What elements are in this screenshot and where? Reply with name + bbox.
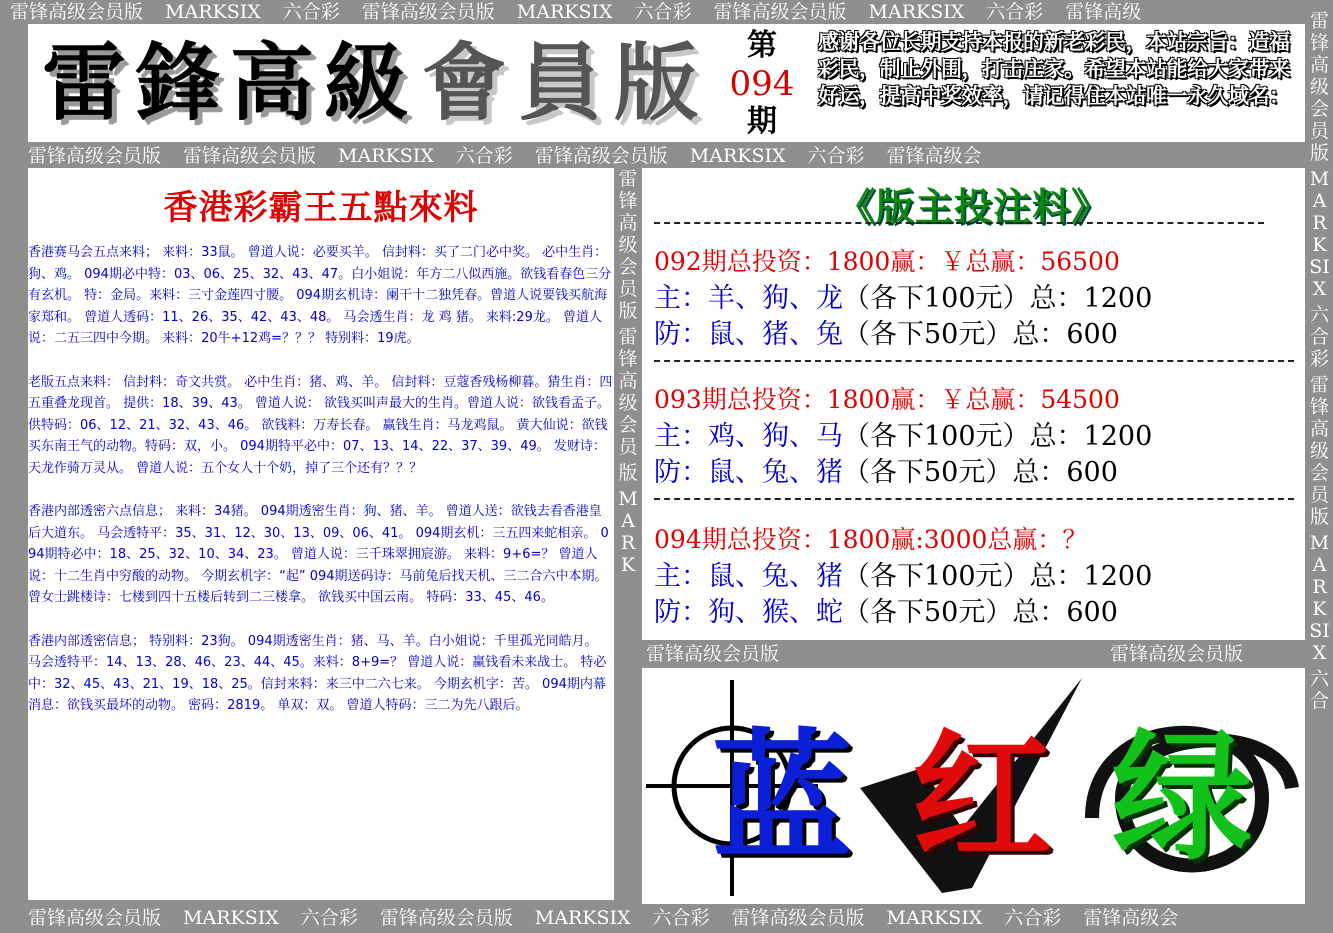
title-char: 鋒 <box>136 33 221 132</box>
title-char: 雷 <box>42 33 127 132</box>
issue-suffix: 期 <box>747 104 777 139</box>
logo-green-char: 绿 <box>1112 716 1253 880</box>
watermark-text: MARKSIX <box>165 1 261 23</box>
header-panel <box>28 24 1305 142</box>
bet-guard <box>654 312 1118 351</box>
bet-main-rest: （各下100元）总：1200 <box>843 283 1153 314</box>
left-panel <box>28 168 614 900</box>
watermark-text: 六合彩 <box>300 907 358 929</box>
watermark-text: 雷锋高级会 <box>1083 907 1179 929</box>
watermark-text: 雷锋高级会员版 <box>618 168 638 322</box>
divider <box>654 498 1294 500</box>
mid-watermark-strip <box>28 144 1305 168</box>
watermark-text: 雷锋高级会员版 <box>10 1 144 23</box>
watermark-text: 六合彩 <box>634 1 692 23</box>
bet-guard-label: 防：狗、猴、蛇 <box>654 597 843 628</box>
bet-head: 092期总投资：1800赢：￥总赢：56500 <box>654 247 1120 276</box>
bet-head: 093期总投资：1800赢：￥总赢：54500 <box>654 385 1120 414</box>
slogan: 感谢各位长期支持本报的新老彩民，本站宗旨：造福彩民，制止外围，打击庄家。希望本站能给大家带来好运，提高中奖效率，请记得住本站唯一永久域名： <box>818 29 1290 108</box>
watermark-text: 雷锋高级会员版 <box>183 145 317 167</box>
right-vertical-strip <box>1306 10 1333 910</box>
bet-main <box>654 554 1152 593</box>
watermark-text: 雷锋高级会员版 <box>28 145 162 167</box>
logo-top-strip-right: 雷锋高级会员版 <box>1110 643 1244 665</box>
article: 香港赛马会五点来料； 来料：33鼠。 曾道人说：必要买羊。 信封料：买了二门必中奖。 必中生肖：狗、鸡。 094期必中特：03、06、25、32、43、47。白小姐说：年方二八似西施。欲钱看春色三分有玄机。 特：金局。来料：三寸金莲四寸腰。 094期玄机诗：阑干十二独凭春。曾道人说要钱买航海家郑和。 曾道人透码：11、26、35、42、43、48。 马会透生肖：龙 鸡 猪。 来料:29龙。 曾道人说：二五三四中今期。 来料：20牛+12鸡=？？？ 特别料：19虎。 <box>28 245 612 346</box>
bet-panel-title: 《版主投注料》 <box>836 184 1110 229</box>
bet-main <box>654 414 1152 453</box>
watermark-text: MARKSIX <box>183 907 279 929</box>
watermark-text: 雷锋高级会员版 <box>534 145 668 167</box>
watermark-text: MARKSIX <box>886 907 983 929</box>
bet-guard <box>654 450 1118 489</box>
title-char: 會 <box>422 33 507 132</box>
watermark-text: 雷锋高级会员版 <box>713 1 847 23</box>
watermark-text: 六合 <box>1309 668 1329 712</box>
bet-main-label: 主：鼠、兔、猪 <box>654 561 843 592</box>
watermark-text: 雷锋高级会员版 <box>1309 374 1329 528</box>
watermark-text: MARK <box>618 488 638 576</box>
watermark-text: 版 <box>618 462 638 484</box>
watermark-text: 雷锋高级会员 <box>618 326 638 458</box>
title-char: 級 <box>324 33 409 132</box>
watermark-text: 六合彩 <box>1309 304 1329 370</box>
logo-blue-char: 蓝 <box>712 716 853 880</box>
logo-top-strip-left: 雷锋高级会员版 <box>646 643 780 665</box>
bet-main-rest: （各下100元）总：1200 <box>843 421 1153 452</box>
issue-number: 094 <box>729 64 795 104</box>
top-watermark-strip <box>0 0 1320 24</box>
watermark-text: 六合彩 <box>455 145 513 167</box>
article: 香港内部透密六点信息； 来料：34猪。 094期透密生肖：狗、猪、羊。 曾道人送：欲钱去看香港皇后大道东。 马会透特平：35、31、12、30、13、09、06、41。 094期玄机：三五四来蛇相亲。 094期特必中：18、25、32、10、34、23。 曾道人说：三千珠翠拥宸游。 来料：9+6=？ 曾道人说：十二生肖中穷酸的动物。 今期玄机字：“起” 094期送码诗：马前兔后找天机、三二合六中本期。 曾女士跳楼诗：七楼到四十五楼后转到二三楼拿。 欲钱买中国云南。 特码：33、45、46。 <box>28 504 609 605</box>
logo-panel <box>642 668 1305 904</box>
left-panel-title: 香港彩霸王五點來料 <box>163 188 479 228</box>
bet-guard <box>654 590 1118 629</box>
title-char: 員 <box>518 33 603 132</box>
bet-guard-rest: （各下50元）总：600 <box>843 457 1118 488</box>
watermark-text: MARKSIX <box>1309 168 1330 300</box>
bet-panel <box>642 168 1305 640</box>
divider <box>654 360 1294 362</box>
watermark-text: 六合彩 <box>807 145 865 167</box>
article: 香港内部透密信息； 特别料：23狗。 094期透密生肖：猪、马、羊。白小姐说：千里孤光同皓月。 马会透特平：14、13、28、46、23、44、45。来料：8+9=？ 曾道人说：赢钱看未来战士。 特必中：32、45、43、21、19、18、25。信封来料：来三中二六七来。 今期玄机字：苦。 094期内幕消息：欲钱买最坏的动物。 密码：2819。 单双：双。 曾道人特码：三二为先八跟后。 <box>28 633 607 713</box>
bet-main-rest: （各下100元）总：1200 <box>843 561 1153 592</box>
divider <box>654 222 1264 224</box>
watermark-text: 雷锋高级会员版 <box>28 907 162 929</box>
bottom-watermark-strip <box>0 906 1333 933</box>
issue-prefix: 第 <box>747 28 777 63</box>
bet-guard-rest: （各下50元）总：600 <box>843 319 1118 350</box>
watermark-text: MARKSIX <box>516 1 613 23</box>
watermark-text: MARKSIX <box>534 907 631 929</box>
bet-guard-label: 防：鼠、兔、猪 <box>654 457 843 488</box>
article: 老版五点来料： 信封料：奇文共赏。 必中生肖：猪、鸡、羊。 信封料：豆蔻香残杨柳暮。猜生肖：四五重叠龙现首。 提供：18、39、43。 曾道人说： 欲钱买叫声最大的生肖。曾道人说：欲钱看孟子。 供特码：06、12、21、32、43、46。 欲钱料：万寿长春。 赢钱生肖：马龙鸡鼠。 黄大仙说：欲钱买东南王气的动物。特码：双，小。 094期特平必中：07、13、14、22、37、39、49。 发财诗：天龙作骑万灵从。 曾道人说：五个女人十个奶，掉了三个还有？？？ <box>28 374 613 476</box>
watermark-text: 雷锋高级会 <box>886 145 982 167</box>
article-list <box>28 242 614 739</box>
watermark-text: 雷锋高级 <box>1065 1 1142 23</box>
watermark-text: MARKSIX <box>689 145 786 167</box>
watermark-text: 雷锋高级会员版 <box>731 907 865 929</box>
title-char: 高 <box>230 33 315 132</box>
bet-guard-label: 防：鼠、猪、兔 <box>654 319 843 350</box>
watermark-text: 雷锋高级会员版 <box>1309 10 1329 164</box>
logo-red-char: 红 <box>912 716 1053 880</box>
watermark-text: MARKSIX <box>1309 532 1330 664</box>
bet-main-label: 主：羊、狗、龙 <box>654 283 843 314</box>
center-vertical-strip <box>614 168 642 908</box>
watermark-text: 六合彩 <box>282 1 340 23</box>
bet-head: 094期总投资：1800赢:3000总赢：？ <box>654 525 1088 554</box>
title-char: 版 <box>614 33 699 132</box>
bet-guard-rest: （各下50元）总：600 <box>843 597 1118 628</box>
watermark-text: MARKSIX <box>868 1 965 23</box>
watermark-text: 六合彩 <box>1004 907 1062 929</box>
watermark-text: 六合彩 <box>986 1 1044 23</box>
issue-box <box>712 28 812 140</box>
watermark-text: 六合彩 <box>652 907 710 929</box>
bet-main-label: 主：鸡、狗、马 <box>654 421 843 452</box>
watermark-text: 雷锋高级会员版 <box>361 1 495 23</box>
bet-main <box>654 276 1152 315</box>
watermark-text: 雷锋高级会员版 <box>379 907 513 929</box>
watermark-text: MARKSIX <box>338 145 434 167</box>
